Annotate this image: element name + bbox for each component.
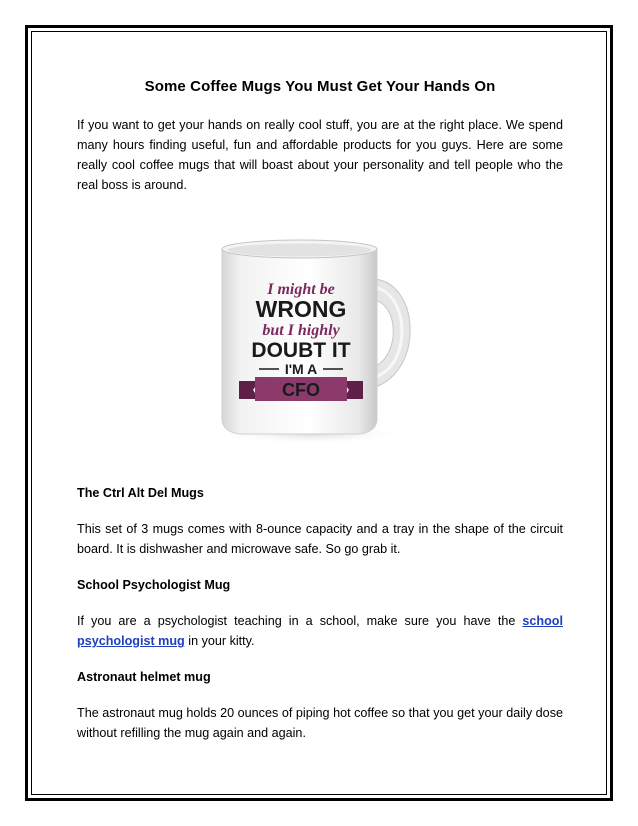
section-body: This set of 3 mugs comes with 8-ounce capacity and a tray in the shape of the circuit board. It is dishwasher and microwave safe. So go grab it. xyxy=(77,522,563,556)
page-title: Some Coffee Mugs You Must Get Your Hands On xyxy=(144,78,496,95)
mug-text-line4: DOUBT IT xyxy=(251,339,351,362)
section-ctrl-alt-del xyxy=(77,483,563,559)
mug-text-line6: CFO xyxy=(282,380,320,400)
section-heading: Astronaut helmet mug xyxy=(77,670,211,684)
mug-text-line3: but I highly xyxy=(262,322,340,339)
section-body: The astronaut mug holds 20 ounces of piping hot coffee so that you get your daily dose without refilling the mug again and again. xyxy=(77,706,563,740)
school-psychologist-mug-link[interactable]: school psychologist mug xyxy=(77,614,563,648)
cfo-mug-image xyxy=(217,229,427,449)
section-astronaut-helmet xyxy=(77,667,563,743)
mug-text-line5: I'M A xyxy=(284,361,318,377)
document-content xyxy=(77,78,563,759)
mug-inner xyxy=(228,244,372,257)
body-text-before: If you are a psychologist teaching in a school, make sure you have the xyxy=(77,614,523,628)
intro-paragraph: If you want to get your hands on really cool stuff, you are at the right place. We spend many hours finding useful, fun and affordable products for you guys. Here are some really cool coffee mugs that will boast about your personality and tell people who the real boss is around. xyxy=(77,118,563,192)
mug-text-line2: WRONG xyxy=(255,296,347,322)
section-school-psychologist xyxy=(77,575,563,651)
body-text-after: in your kitty. xyxy=(184,634,255,648)
section-heading: The Ctrl Alt Del Mugs xyxy=(77,486,204,500)
mug-image-container xyxy=(77,229,563,449)
mug-text-line1: I might be xyxy=(267,281,335,298)
section-body xyxy=(77,611,563,651)
section-heading: School Psychologist Mug xyxy=(77,578,231,592)
